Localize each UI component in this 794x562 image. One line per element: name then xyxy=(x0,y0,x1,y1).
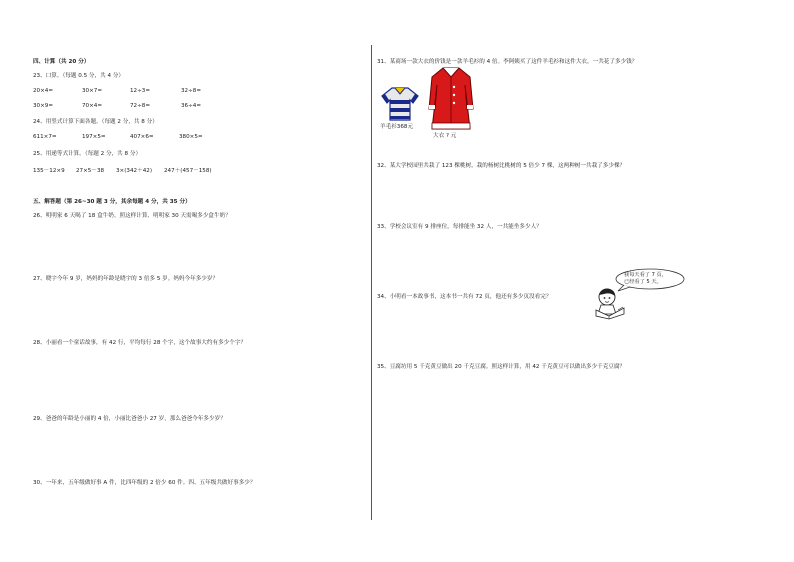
q24-item: 197×5= xyxy=(82,134,106,140)
q25-item: 135－12×9 xyxy=(33,168,65,174)
q24-title: 24、用竖式计算下面各题。（每题 2 分，共 8 分） xyxy=(33,119,158,125)
boy-reading-icon xyxy=(592,286,628,320)
question-34: 34、小明看一本故事书，这本书一共有 72 页，他还有多少页没看完？ xyxy=(377,294,552,300)
column-divider xyxy=(371,45,372,520)
q23-item: 12÷3= xyxy=(130,88,151,94)
bubble-text-line-2: 已经看了 5 天。 xyxy=(624,279,662,285)
q25-item: 247＋(457－158) xyxy=(164,168,212,174)
question-26: 26、明明家 6 天喝了 18 盒牛奶。照这样计算，明明家 30 天需喝多少盒牛奶？ xyxy=(33,213,231,219)
q23-item: 30×9= xyxy=(33,103,54,109)
coat-icon xyxy=(426,65,476,131)
question-31: 31、某商场一款大衣的价钱是一款羊毛衫的 4 倍。李阿姨买了这件羊毛衫和这件大衣，一共花了多少钱？ xyxy=(377,59,638,65)
q25-item: 27×5－38 xyxy=(76,168,105,174)
question-30: 30、一年来，五年级做好事 A 件，比四年级的 2 倍少 60 件。四、五年级共做好事多少？ xyxy=(33,480,256,486)
section4-title: 四、计算（共 20 分） xyxy=(33,59,90,65)
q23-item: 70×4= xyxy=(82,103,103,109)
question-27: 27、晓宇今年 9 岁，妈妈的年龄是晓宇的 3 倍多 5 岁。妈妈今年多少岁？ xyxy=(33,276,219,282)
coat-price-label: 大衣 ? 元 xyxy=(433,133,457,139)
question-28: 28、小丽看一个童话故事，有 42 行，平均每行 28 个字，这个故事大约有多少个字？ xyxy=(33,340,247,346)
question-33: 33、学校会议室有 9 排座位，每排能坐 32 人，一共能坐多少人？ xyxy=(377,224,542,230)
q25-title: 25、用递等式计算。（每题 2 分，共 8 分） xyxy=(33,151,142,157)
section5-title: 五、解答题（第 26~30 题 3 分，其余每题 4 分，共 35 分） xyxy=(33,199,191,205)
sweater-price-label: 羊毛衫368元 xyxy=(380,124,414,130)
q23-item: 30×7= xyxy=(82,88,103,94)
q24-item: 407×6= xyxy=(130,134,154,140)
q23-item: 36÷4= xyxy=(181,103,202,109)
q23-item: 72÷8= xyxy=(130,103,151,109)
q23-title: 23、口算。（每题 0.5 分，共 4 分） xyxy=(33,73,125,79)
q23-item: 20×4= xyxy=(33,88,54,94)
question-29: 29、爸爸的年龄是小丽的 4 倍，小丽比爸爸小 27 岁，那么爸爸今年多少岁？ xyxy=(33,416,226,422)
q24-item: 611×7= xyxy=(33,134,57,140)
q25-item: 3×(342＋42) xyxy=(116,168,152,174)
sweater-icon xyxy=(380,86,420,122)
q23-item: 32÷8= xyxy=(181,88,202,94)
bubble-text-line-1: 我每天看了 7 页， xyxy=(624,272,667,278)
question-32: 32、某大学校园里共栽了 123 棵桃树，栽的杨树比桃树的 5 倍少 7 棵，这两种树一共栽了多少棵？ xyxy=(377,163,626,169)
question-35: 35、豆腐坊用 5 千克黄豆做出 20 千克豆腐。照这样计算，用 42 千克黄豆可以做出多少千克豆腐？ xyxy=(377,364,626,370)
q24-item: 380×5= xyxy=(179,134,203,140)
